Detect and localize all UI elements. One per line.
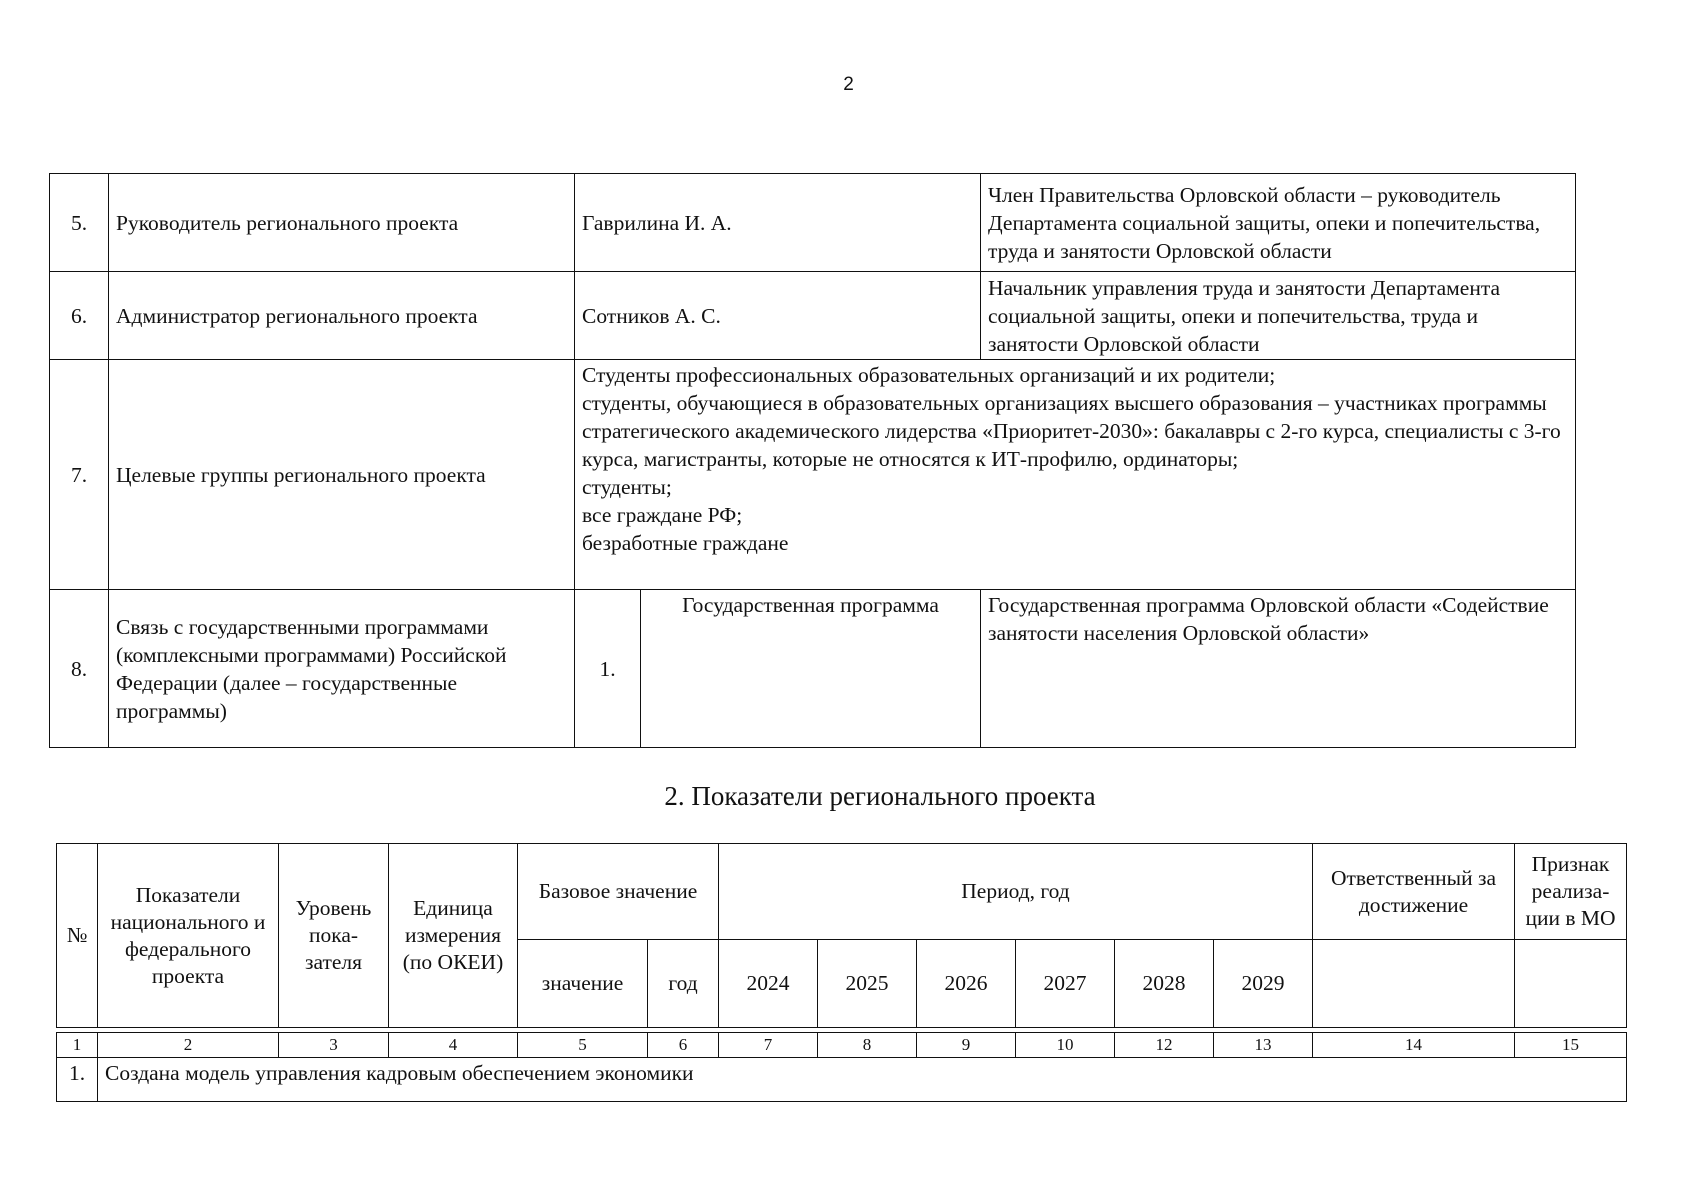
row-label: Администратор регионального проекта: [109, 272, 575, 360]
header-row-top: [57, 844, 1627, 940]
header-no: №: [57, 844, 98, 1028]
header-year: 2025: [818, 940, 917, 1028]
header-year: 2027: [1016, 940, 1115, 1028]
row-number: 5.: [50, 174, 109, 272]
indicators-table: [56, 843, 1627, 1102]
section-title: 2. Показатели регионального проекта: [664, 781, 1096, 811]
row-label: Целевые группы регионального проекта: [109, 360, 575, 590]
row-label: Руководитель регионального проекта: [109, 174, 575, 272]
header-indicator: Показатели национального и федерального проекта: [98, 844, 279, 1028]
target-group-line: студенты;: [582, 475, 672, 499]
passport-row-administrator: [50, 272, 1576, 360]
column-number: 15: [1515, 1033, 1627, 1058]
column-number: 8: [818, 1033, 917, 1058]
row-number: 6.: [50, 272, 109, 360]
target-group-line: безработные граждане: [582, 531, 789, 555]
target-group-line: Студенты профессиональных образовательных организаций и их родители;: [582, 363, 1276, 387]
header-year: 2028: [1115, 940, 1214, 1028]
column-number: 5: [518, 1033, 648, 1058]
person-name: Сотников А. С.: [575, 272, 981, 360]
indicator-group-title: Создана модель управления кадровым обеспечением экономики: [98, 1058, 1627, 1102]
row-number: 8.: [50, 590, 109, 748]
header-responsible: Ответственный за достижение: [1313, 844, 1515, 940]
column-number: 4: [389, 1033, 518, 1058]
column-numbers-row: [57, 1033, 1627, 1058]
column-number: 10: [1016, 1033, 1115, 1058]
target-group-line: все граждане РФ;: [582, 503, 743, 527]
person-name: Гаврилина И. А.: [575, 174, 981, 272]
column-number: 13: [1214, 1033, 1313, 1058]
passport-row-target-groups: [50, 360, 1576, 590]
header-year: 2026: [917, 940, 1016, 1028]
passport-row-leader: [50, 174, 1576, 272]
program-type: Государственная программа: [641, 590, 981, 748]
row-label: Связь с государственными программами (комплексными программами) Российской Федерации (далее – государственные программы): [109, 590, 575, 748]
row-number: 1.: [57, 1058, 98, 1102]
column-number: 14: [1313, 1033, 1515, 1058]
person-position: Член Правительства Орловской области – руководитель Департамента социальной защиты, опеки и попечительства, труда и занятости Орловской области: [981, 174, 1576, 272]
header-mo: Признак реализа-ции в МО: [1515, 844, 1627, 940]
column-number: 7: [719, 1033, 818, 1058]
program-sub-number: 1.: [575, 590, 641, 748]
header-mo-empty: [1515, 940, 1627, 1028]
header-period: Период, год: [719, 844, 1313, 940]
indicator-group-row: [57, 1058, 1627, 1102]
column-number: 9: [917, 1033, 1016, 1058]
program-name: Государственная программа Орловской области «Содействие занятости населения Орловской области»: [981, 590, 1576, 748]
header-responsible-empty: [1313, 940, 1515, 1028]
target-groups-list: [575, 360, 1576, 590]
column-number: 2: [98, 1033, 279, 1058]
header-base-value: значение: [518, 940, 648, 1028]
person-position: Начальник управления труда и занятости Департамента социальной защиты, опеки и попечительства, труда и занятости Орловской области: [981, 272, 1576, 360]
header-year: 2024: [719, 940, 818, 1028]
target-group-line: студенты, обучающиеся в образовательных организациях высшего образования – участниках программы стратегического академического лидерства «Приоритет-2030»: бакалавры с 2-го курса, специалисты с 3-го курса, магистранты, которые не относятся к ИТ-профилю, ординаторы;: [582, 391, 1561, 471]
page-number: 2: [843, 74, 854, 95]
header-year: 2029: [1214, 940, 1313, 1028]
column-number: 3: [279, 1033, 389, 1058]
column-number: 6: [648, 1033, 719, 1058]
header-level: Уровень пока-зателя: [279, 844, 389, 1028]
column-number: 12: [1115, 1033, 1214, 1058]
row-number: 7.: [50, 360, 109, 590]
header-base-year: год: [648, 940, 719, 1028]
column-number: 1: [57, 1033, 98, 1058]
header-base: Базовое значение: [518, 844, 719, 940]
passport-row-programs: [50, 590, 1576, 748]
header-unit: Единица измерения (по ОКЕИ): [389, 844, 518, 1028]
project-passport-table: [49, 173, 1576, 748]
